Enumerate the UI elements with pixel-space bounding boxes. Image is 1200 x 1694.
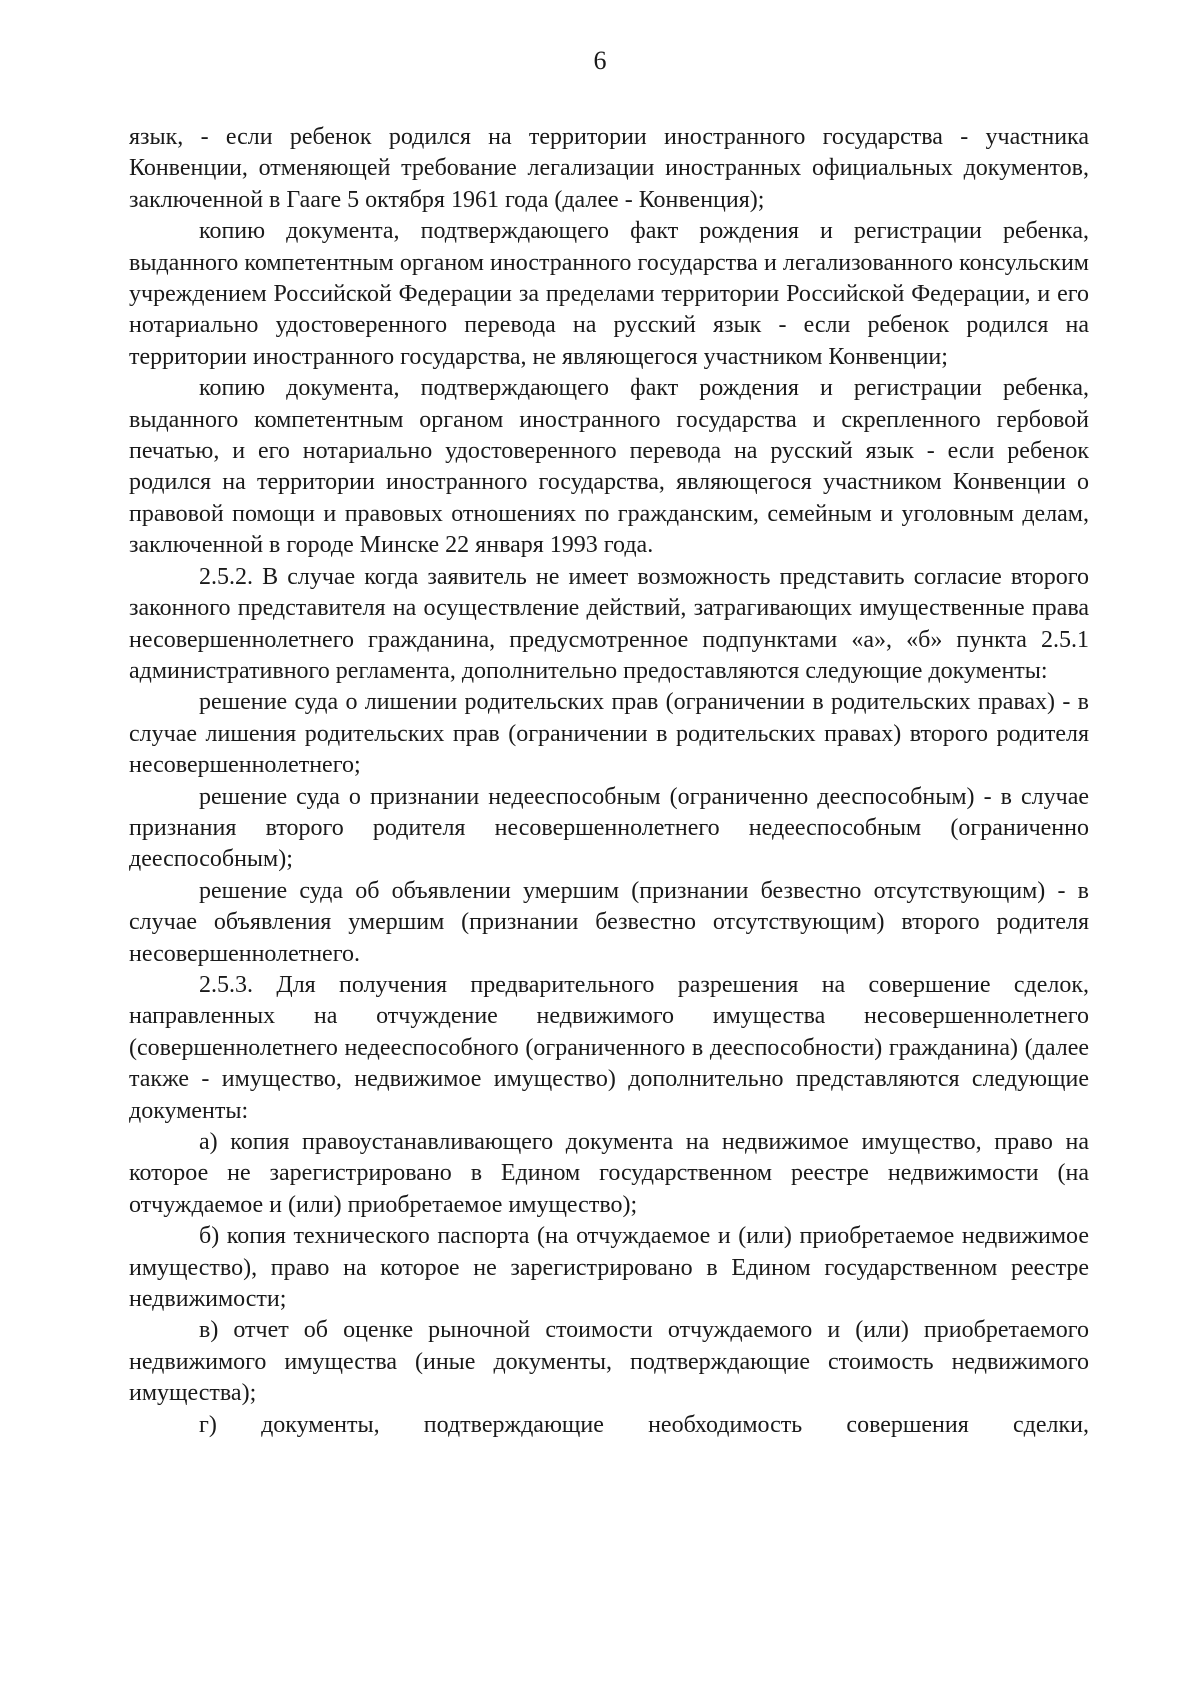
paragraph-deprivation-of-rights: решение суда о лишении родительских прав (ограничении в родительских правах) - в случае лишения родительских прав (ограничении в родительских правах) второго родителя несовершеннолетнего; [129,689,1089,779]
paragraph-declared-deceased: решение суда об объявлении умершим (признании безвестно отсутствующим) - в случае объявления умершим (признании безвестно отсутствующим) второго родителя несовершеннолетнего. [129,877,1089,967]
list-item-a: а) копия правоустанавливающего документа на недвижимое имущество, право на которое не зарегистрировано в Едином государственном реестре недвижимости (на отчуждаемое и (или) приобретаемое имущество); [129,1129,1089,1218]
paragraph-birth-document-non-participant: копию документа, подтверждающего факт рождения и регистрации ребенка, выданного компетентным органом иностранного государства и легализованного консульским учреждением Российской Федерации за пределами территории Российской Федерации, и его нотариально удостоверенного перевода на русский язык - если ребенок родился на территории иностранного государства, не являющегося участником Конвенции; [129,218,1089,370]
list-item-b: б) копия технического паспорта (на отчуждаемое и (или) приобретаемое недвижимое имущество), право на которое не зарегистрировано в Едином государственном реестре недвижимости; [129,1223,1089,1313]
list-item-v: в) отчет об оценке рыночной стоимости отчуждаемого и (или) приобретаемого недвижимого имущества (иные документы, подтверждающие стоимость недвижимого имущества); [129,1317,1089,1407]
paragraph-convention-continuation: язык, - если ребенок родился на территории иностранного государства - участника Конвенции, отменяющей требование легализации иностранных официальных документов, заключенной в Гааге 5 октября 1961 года (далее - Конвенция); [129,124,1089,213]
page-number: 6 [593,46,607,75]
paragraph-birth-document-minsk-convention: копию документа, подтверждающего факт рождения и регистрации ребенка, выданного компетентным органом иностранного государства и скрепленного гербовой печатью, и его нотариально удостоверенного перевода на русский язык - если ребенок родился на территории иностранного государства, являющегося участником Конвенции о правовой помощи и правовых отношениях по гражданским, семейным и уголовным делам, заключенной в городе Минске 22 января 1993 года. [129,375,1089,559]
document-body [129,122,1089,1441]
paragraph-incapacity: решение суда о признании недееспособным (ограниченно дееспособным) - в случае признания второго родителя несовершеннолетнего недееспособным (ограниченно дееспособным); [129,783,1089,873]
list-item-g: г) документы, подтверждающие необходимость совершения сделки, [199,1411,1089,1438]
paragraph-2-5-2: 2.5.2. В случае когда заявитель не имеет возможность представить согласие второго законного представителя на осуществление действий, затрагивающих имущественные права несовершеннолетнего гражданина, предусмотренное подпунктами «а», «б» пункта 2.5.1 административного регламента, дополнительно предоставляются следующие документы: [129,563,1089,684]
paragraph-2-5-3: 2.5.3. Для получения предварительного разрешения на совершение сделок, направленных на отчуждение недвижимого имущества несовершеннолетнего (совершеннолетнего недееспособного (ограниченного в дееспособности) гражданина) (далее также - имущество, недвижимое имущество) дополнительно представляются следующие документы: [129,971,1089,1124]
